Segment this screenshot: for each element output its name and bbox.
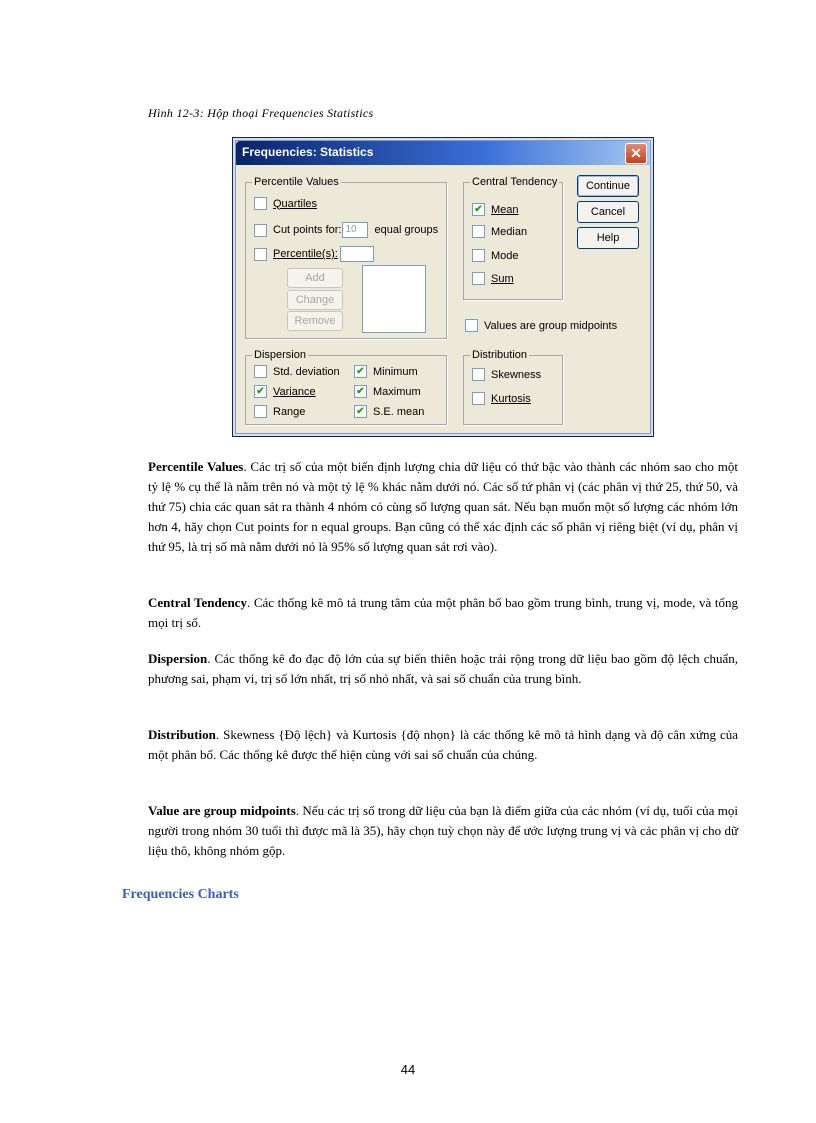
range-checkbox[interactable]	[254, 405, 305, 418]
paragraph-central-tendency	[148, 593, 738, 633]
equal-groups-label: equal groups	[374, 224, 439, 236]
dispersion-legend: Dispersion	[254, 349, 306, 361]
central-tendency-group	[463, 176, 563, 300]
skewness-checkbox[interactable]	[472, 368, 541, 381]
minimum-check-icon[interactable]	[354, 365, 367, 378]
change-button[interactable]: Change	[287, 290, 343, 310]
percentiles-label: Percentile(s):	[273, 248, 338, 260]
variance-checkbox[interactable]	[254, 385, 316, 398]
percentiles-checkbox[interactable]	[254, 246, 374, 262]
page-number: 44	[400, 1062, 416, 1077]
std-deviation-label: Std. deviation	[273, 365, 340, 378]
mean-checkbox[interactable]	[472, 203, 519, 216]
central-tendency-legend: Central Tendency	[472, 176, 558, 188]
minimum-label: Minimum	[373, 365, 418, 378]
paragraph-group-midpoints	[148, 801, 738, 861]
paragraph-dispersion	[148, 649, 738, 689]
median-label: Median	[491, 225, 528, 238]
term-group-midpoints: Value are group midpoints	[148, 803, 296, 818]
paragraph-percentile-values	[148, 457, 738, 557]
term-distribution: Distribution	[148, 727, 216, 742]
se-mean-checkbox[interactable]	[354, 405, 424, 418]
cut-points-label: Cut points for:	[273, 224, 342, 236]
cut-points-input[interactable]: 10	[342, 222, 368, 238]
mode-label: Mode	[491, 249, 519, 262]
text-group-midpoints: . Nếu các trị số trong dữ liệu của bạn là điểm giữa của các nhóm (ví dụ, tuổi của mọi người trong nhóm 30 tuổi thì được mã là 35), hãy chọn tuỳ chọn này để ước lượng trung vị và các phân vị cho dữ liệu thô, không nhóm gộp.	[148, 803, 738, 858]
cancel-button[interactable]: Cancel	[577, 201, 639, 223]
percentiles-check-icon[interactable]	[254, 248, 267, 261]
se-mean-label: S.E. mean	[373, 405, 425, 418]
distribution-group	[463, 349, 563, 425]
sum-check-icon[interactable]	[472, 272, 485, 285]
group-midpoints-label: Values are group midpoints	[484, 319, 618, 332]
frequencies-statistics-dialog	[232, 137, 654, 437]
group-midpoints-check-icon[interactable]	[465, 319, 478, 332]
text-distribution: . Skewness {Độ lệch} và Kurtosis {độ nhọn} là các thống kê mô tả hình dạng và độ cân xứng của một phân bố. Các thống kê được thể hiện cùng với sai số chuẩn của chúng.	[148, 727, 738, 762]
maximum-check-icon[interactable]	[354, 385, 367, 398]
mean-check-icon[interactable]	[472, 203, 485, 216]
se-mean-check-icon[interactable]	[354, 405, 367, 418]
figure-caption: Hình 12-3: Hộp thoại Frequencies Statistics	[148, 106, 374, 120]
percentile-values-group	[245, 176, 447, 339]
term-central-tendency: Central Tendency	[148, 595, 247, 610]
quartiles-check-icon[interactable]	[254, 197, 267, 210]
help-button[interactable]: Help	[577, 227, 639, 249]
percentiles-listbox[interactable]	[362, 265, 426, 333]
variance-label: Variance	[273, 385, 316, 398]
median-check-icon[interactable]	[472, 225, 485, 238]
range-label: Range	[273, 405, 306, 418]
dialog-title: Frequencies: Statistics	[242, 145, 374, 159]
text-dispersion: . Các thống kê đo đạc độ lớn của sự biến thiên hoặc trải rộng trong dữ liệu bao gồm độ lệch chuẩn, phương sai, phạm vi, trị số lớn nhất, trị số nhỏ nhất, và sai số chuẩn của trung bình.	[148, 651, 738, 686]
variance-check-icon[interactable]	[254, 385, 267, 398]
dialog-titlebar	[236, 141, 650, 165]
distribution-legend: Distribution	[472, 349, 528, 361]
paragraph-distribution	[148, 725, 738, 765]
median-checkbox[interactable]	[472, 225, 527, 238]
cut-points-check-icon[interactable]	[254, 224, 267, 237]
std-deviation-checkbox[interactable]	[254, 365, 340, 378]
mode-checkbox[interactable]	[472, 249, 519, 262]
skewness-label: Skewness	[491, 368, 542, 381]
quartiles-checkbox[interactable]	[254, 197, 317, 210]
group-midpoints-checkbox[interactable]	[465, 319, 617, 332]
std-deviation-check-icon[interactable]	[254, 365, 267, 378]
kurtosis-check-icon[interactable]	[472, 392, 485, 405]
quartiles-label: Quartiles	[273, 197, 318, 210]
section-heading: Frequencies Charts	[122, 887, 239, 902]
mean-label: Mean	[491, 203, 519, 216]
close-icon[interactable]: ✕	[625, 143, 647, 164]
continue-button[interactable]: Continue	[577, 175, 639, 197]
minimum-checkbox[interactable]	[354, 365, 418, 378]
sum-checkbox[interactable]	[472, 272, 514, 285]
maximum-checkbox[interactable]	[354, 385, 421, 398]
sum-label: Sum	[491, 272, 514, 285]
term-percentile-values: Percentile Values	[148, 459, 244, 474]
text-percentile-values: . Các trị số của một biến định lượng chia dữ liệu có thứ bậc vào thành các nhóm sao cho một tỷ lệ % cụ thể là nằm trên nó và một tỷ lệ % khác nằm dưới nó. Các số tứ phân vị (các phân vị thứ 25, thứ 50, và thứ 75) chia các quan sát ra thành 4 nhóm có cùng số lượng quan sát. Nếu bạn muốn một số lượng các nhóm lớn hơn 4, hãy chọn Cut points for n equal groups. Bạn cũng có thể xác định các số phân vị riêng biệt (ví dụ, phân vị thứ 95, là trị số mà nằm dưới nó là 95% số lượng quan sát rơi vào).	[148, 459, 738, 554]
add-button[interactable]: Add	[287, 268, 343, 288]
range-check-icon[interactable]	[254, 405, 267, 418]
percentiles-input[interactable]	[340, 246, 374, 262]
text-central-tendency: . Các thống kê mô tả trung tâm của một phân bố bao gồm trung bình, trung vị, mode, và tổng mọi trị số.	[148, 595, 739, 630]
skewness-check-icon[interactable]	[472, 368, 485, 381]
dispersion-group	[245, 349, 447, 425]
kurtosis-checkbox[interactable]	[472, 392, 531, 405]
percentile-values-legend: Percentile Values	[254, 176, 339, 188]
cut-points-checkbox[interactable]	[254, 222, 438, 238]
kurtosis-label: Kurtosis	[491, 392, 531, 405]
term-dispersion: Dispersion	[148, 651, 208, 666]
remove-button[interactable]: Remove	[287, 311, 343, 331]
mode-check-icon[interactable]	[472, 249, 485, 262]
maximum-label: Maximum	[373, 385, 421, 398]
